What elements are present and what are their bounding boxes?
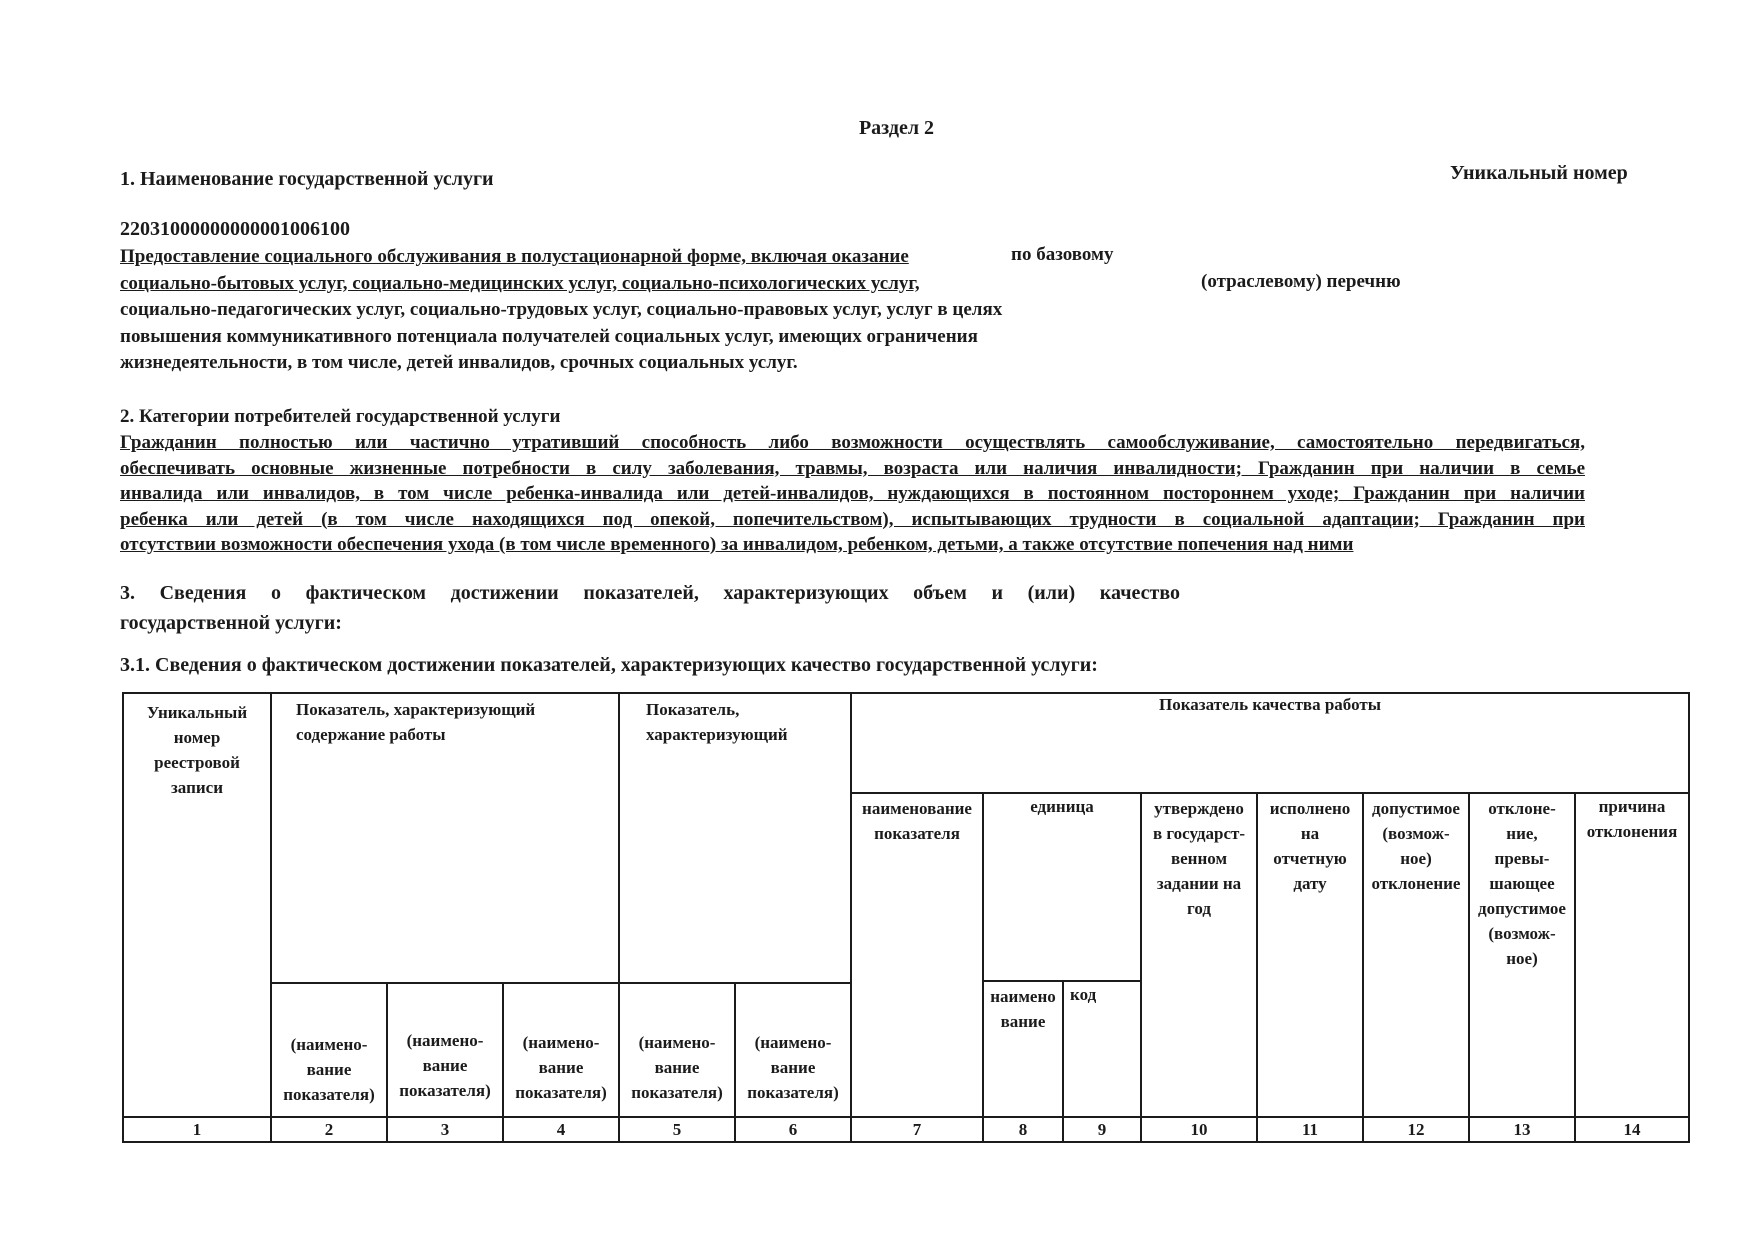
item31-title: 3.1. Сведения о фактическом достижении показателей, характеризующих качество государственной услуги: bbox=[120, 654, 1098, 676]
item3-title bbox=[120, 578, 1180, 638]
item3-line: государственной услуги: bbox=[120, 612, 342, 634]
service-name-line: жизнедеятельности, в том числе, детей инвалидов, срочных социальных услуг. bbox=[120, 352, 798, 373]
category-line: обеспечивать основные жизненные потребности в силу заболевания, травмы, возраста или наличия инвалидности; Гражданин при наличии в семье bbox=[120, 457, 1585, 479]
category-line: инвалида или инвалидов, в том числе ребенка-инвалида или детей-инвалидов, нуждающихся в постоянном постороннем уходе; Гражданин при наличии bbox=[120, 483, 1585, 504]
table-border-right bbox=[1688, 692, 1690, 1143]
base-list-label: по базовому bbox=[1011, 244, 1114, 265]
column-number: 14 bbox=[1623, 1120, 1641, 1139]
column-number: 7 bbox=[912, 1120, 922, 1139]
header-indicator-name: наименование показателя bbox=[862, 799, 972, 843]
category-line: Гражданин полностью или частично утративший способность либо возможности осуществлять самообслуживание, самостоятельно передвигаться, bbox=[120, 432, 1585, 453]
sub-name-label: (наимено- вание показателя) bbox=[747, 1033, 839, 1102]
base-list-label-2: (отраслевому) перечню bbox=[1201, 271, 1401, 292]
sub-name-label: (наимено- вание показателя) bbox=[631, 1033, 723, 1102]
quality-indicators-table bbox=[122, 692, 1690, 1152]
table-line bbox=[850, 692, 852, 1143]
column-number: 8 bbox=[1018, 1120, 1028, 1139]
header-quality-indicator: Показатель качества работы bbox=[1159, 695, 1381, 714]
service-name bbox=[120, 244, 1130, 377]
column-number: 4 bbox=[556, 1120, 566, 1139]
header-approved: утверждено в государст- венном задании на год bbox=[1152, 799, 1246, 918]
service-name-line: социально-педагогических услуг, социально-трудовых услуг, социально-правовых услуг, услуг в целях bbox=[120, 299, 1003, 320]
category-line: ребенка или детей (в том числе находящихся под опекой, попечительством), испытывающих трудности в социальной адаптации; Гражданин при bbox=[120, 508, 1585, 530]
table-line bbox=[122, 1116, 1690, 1118]
consumer-categories bbox=[120, 430, 1585, 558]
column-number: 6 bbox=[788, 1120, 798, 1139]
header-conditions-indicator: Показатель, характеризующий bbox=[646, 700, 788, 744]
service-name-line: повышения коммуникативного потенциала получателей социальных услуг, имеющих ограничения bbox=[120, 325, 978, 347]
item2-title: 2. Категории потребителей государственной услуги bbox=[120, 406, 561, 427]
header-unique-number: Уникальный номер реестровой записи bbox=[146, 703, 248, 797]
header-unit-code: код bbox=[1070, 985, 1097, 1004]
header-unit-name: наимено вание bbox=[990, 987, 1056, 1031]
header-unit: единица bbox=[1030, 797, 1094, 816]
table-line bbox=[270, 982, 850, 984]
header-content-indicator: Показатель, характеризующий содержание работы bbox=[296, 700, 536, 744]
column-number: 9 bbox=[1097, 1120, 1107, 1139]
column-number: 1 bbox=[192, 1120, 202, 1139]
table-line bbox=[1574, 792, 1576, 1143]
header-excess-deviation: отклоне- ние, превы- шающее допустимое (возмож- ное) bbox=[1478, 799, 1566, 968]
column-number: 10 bbox=[1190, 1120, 1208, 1139]
column-number: 11 bbox=[1301, 1120, 1319, 1139]
section-title: Раздел 2 bbox=[858, 117, 935, 139]
column-number: 5 bbox=[672, 1120, 682, 1139]
service-name-line: социально-бытовых услуг, социально-медицинских услуг, социально-психологических услуг, bbox=[120, 272, 920, 294]
sub-name-label: (наимено- вание показателя) bbox=[283, 1035, 375, 1104]
column-number: 3 bbox=[440, 1120, 450, 1139]
service-name-line: Предоставление социального обслуживания в полустационарной форме, включая оказание bbox=[120, 246, 909, 267]
service-code: 22031000000000001006100 bbox=[120, 218, 350, 240]
sub-name-label: (наимено- вание показателя) bbox=[515, 1033, 607, 1102]
table-border-bottom bbox=[122, 1141, 1690, 1143]
column-number: 12 bbox=[1407, 1120, 1425, 1139]
item1-title: 1. Наименование государственной услуги bbox=[120, 168, 494, 190]
unique-number-label: Уникальный номер bbox=[1450, 162, 1628, 184]
item3-line: 3. Сведения о фактическом достижении показателей, характеризующих объем и (или) качество bbox=[120, 582, 1180, 604]
category-line: отсутствии возможности обеспечения ухода (в том числе временного) за инвалидом, ребенком, детьми, а также отсутствие попечения над ними bbox=[120, 534, 1354, 555]
table-line bbox=[850, 792, 1690, 794]
header-deviation-reason: причина отклонения bbox=[1586, 797, 1678, 841]
column-number: 2 bbox=[324, 1120, 334, 1139]
header-allowed-deviation: допустимое (возмож- ное) отклонение bbox=[1371, 799, 1461, 893]
header-executed: исполнено на отчетную дату bbox=[1269, 799, 1351, 893]
table-line bbox=[982, 792, 984, 1143]
sub-name-label: (наимено- вание показателя) bbox=[399, 1031, 491, 1100]
column-number: 13 bbox=[1513, 1120, 1531, 1139]
